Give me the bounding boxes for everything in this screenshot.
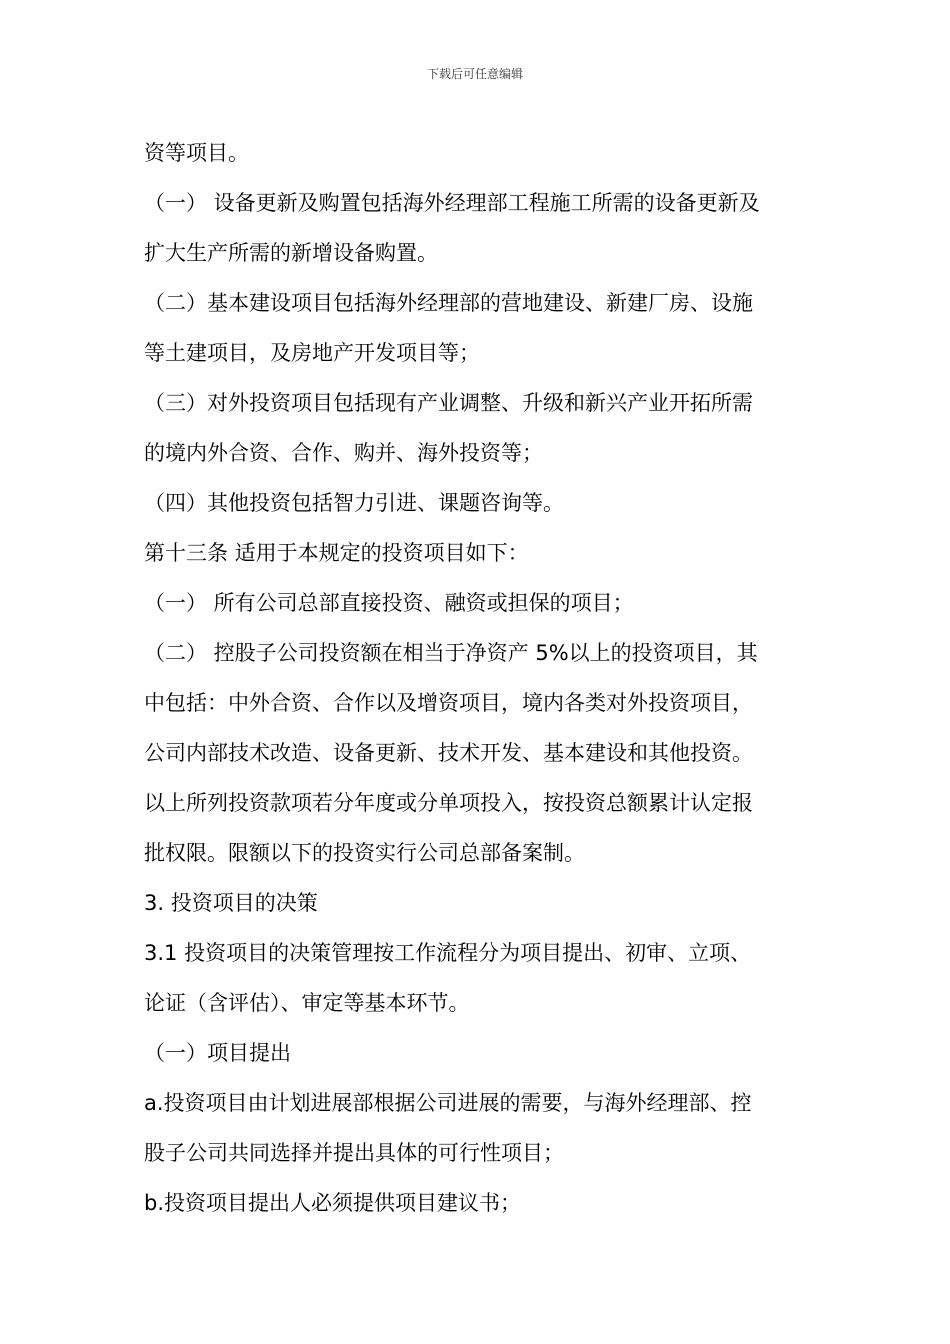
- text-line: （一） 设备更新及购置包括海外经理部工程施工所需的设备更新及: [144, 191, 760, 215]
- text-line: 第十三条 适用于本规定的投资项目如下：: [144, 541, 529, 565]
- text-line: （四）其他投资包括智力引进、课题咨询等。: [144, 491, 564, 515]
- text-line: （二）基本建设项目包括海外经理部的营地建设、新建厂房、设施: [144, 291, 753, 315]
- text-line: 3.1 投资项目的决策管理按工作流程分为项目提出、初审、立项、: [144, 941, 752, 965]
- text-line: a.投资项目由计划进展部根据公司进展的需要，与海外经理部、控: [144, 1091, 752, 1115]
- text-line: 批权限。限额以下的投资实行公司总部备案制。: [144, 841, 585, 865]
- text-line: 等土建项目，及房地产开发项目等；: [144, 341, 480, 365]
- text-line: 的境内外合资、合作、购并、海外投资等；: [144, 441, 543, 465]
- text-line: b.投资项目提出人必须提供项目建议书；: [144, 1191, 522, 1215]
- text-line: （二） 控股子公司投资额在相当于净资产 5%以上的投资项目，其: [144, 641, 758, 665]
- text-line: 公司内部技术改造、设备更新、技术开发、基本建设和其他投资。: [144, 741, 753, 765]
- text-line: 论证（含评估）、审定等基本环节。: [144, 991, 470, 1015]
- text-line: （三）对外投资项目包括现有产业调整、升级和新兴产业开拓所需: [144, 391, 753, 415]
- document-body: [144, 128, 816, 1228]
- text-line: （一） 所有公司总部直接投资、融资或担保的项目；: [144, 591, 634, 615]
- text-line: 股子公司共同选择并提出具体的可行性项目；: [144, 1141, 564, 1165]
- text-line: 3. 投资项目的决策: [144, 891, 318, 915]
- text-line: 以上所列投资款项若分年度或分单项投入，按投资总额累计认定报: [144, 791, 753, 815]
- text-line: 资等项目。: [144, 141, 249, 165]
- text-line: 扩大生产所需的新增设备购置。: [144, 241, 438, 265]
- page-header: 下载后可任意编辑: [426, 67, 523, 81]
- text-line: （一）项目提出: [144, 1041, 291, 1065]
- text-line: 中包括：中外合资、合作以及增资项目，境内各类对外投资项目，: [144, 691, 753, 715]
